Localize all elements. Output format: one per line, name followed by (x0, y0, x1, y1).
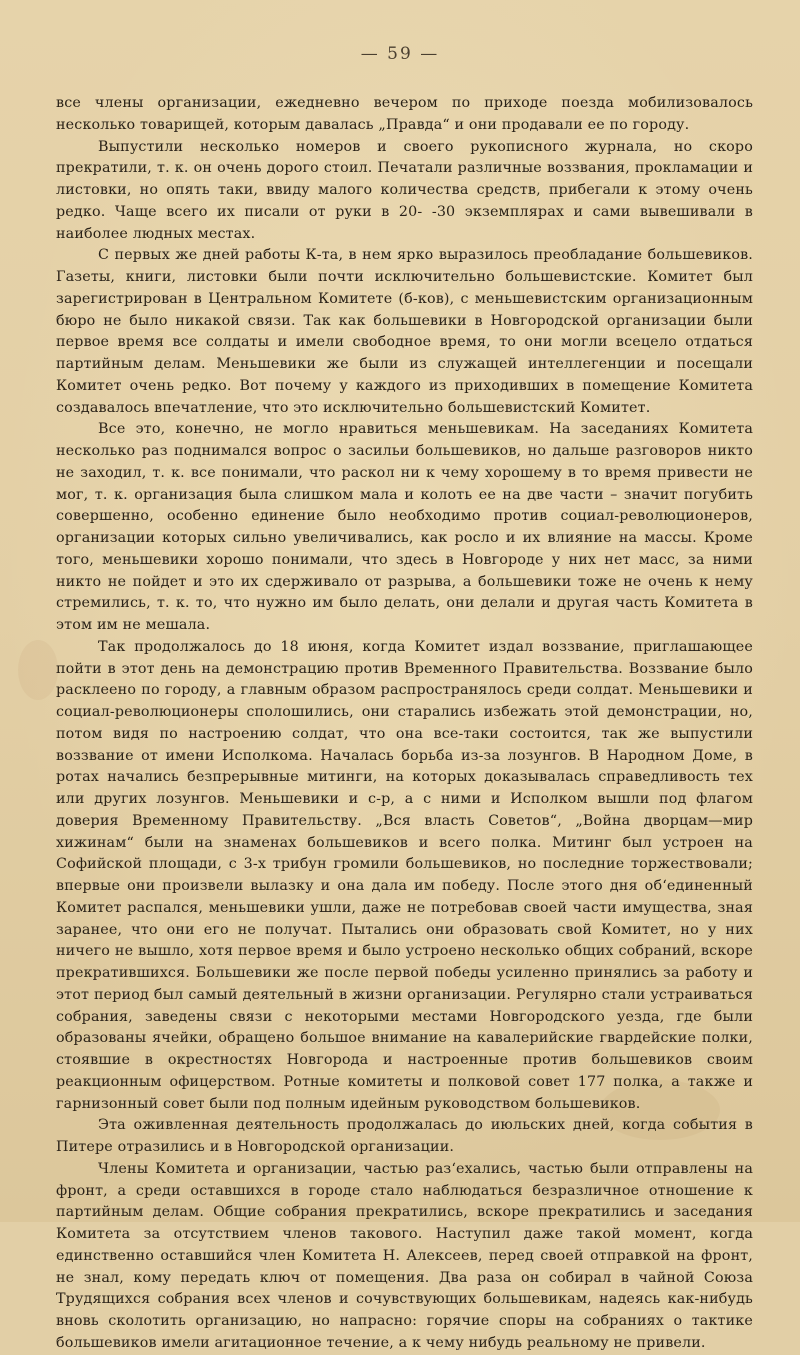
body-text (56, 93, 753, 1355)
paragraph: Члены Комитета и организации, частью раз‘ехались, частью были отправлены на фронт, а среди оставшихся в городе стало наблюдаться безразличное отношение к партийным делам. Общие собрания прекратились, вскоре прекратились и заседания Комитета за отсутствием членов такового. Наступил даже такой момент, когда единственно оставшийся член Комитета Н. Алексеев, перед своей отправкой на фронт, не знал, кому передать ключ от помещения. Два раза он собирал в чайной Союза Трудящихся собрания всех членов и сочувствующих большевикам, надеясь как-нибудь вновь сколотить организацию, но напрасно: горячие споры на собраниях о тактике большевиков имели агитационное течение, а к чему нибудь реальному не привели. (56, 1160, 753, 1351)
paragraph: Так продолжалось до 18 июня, когда Комитет издал воззвание, приглашающее пойти в этот день на демонстрацию против Временного Правительства. Воззвание было расклеено по городу, а главным образом распространялось среди солдат. Меньшевики и социал-революционеры сполошились, они старались избежать этой демонстрации, но, потом видя по настроению солдат, что она все-таки состоится, так же выпустили воззвание от имени Исполкома. Началась борьба из-за лозунгов. В Народном Доме, в ротах начались безпрерывные митинги, на которых доказывалась справедливость тех или других лозунгов. Меньшевики и с-р, а с ними и Исполком вышли под флагом доверия Временному Правительству. „Вся власть Советов“, „Война дворцам—мир хижинам“ были на знаменах большевиков и всего полка. Митинг был устроен на Софийской площади, с 3-х трибун громили большевиков, но последние торжествовали; впервые они произвели вылазку и она дала им победу. После этого дня об‘единенный Комитет распался, меньшевики ушли, даже не потребовав своей части имущества, зная заранее, что они его не получат. Пытались они образовать свой Комитет, но у них ничего не вышло, хотя первое время и было устроено несколько общих собраний, вскоре прекратившихся. Большевики же после первой победы усиленно принялись за работу и этот период был самый деятельный в жизни организации. Регулярно стали устраиваться собрания, заведены связи с некоторыми местами Новгородского уезда, где были образованы ячейки, обращено большое внимание на кавалерийские гвардейские полки, стоявшие в окрестностях Новгорода и настроенные против большевиков своим реакционным офицерством. Ротные комитеты и полковой совет 177 полка, а также и гарнизонный совет были под полным идейным руководством большевиков. (56, 638, 753, 1112)
paragraph: С первых же дней работы К-та, в нем ярко выразилось преобладание большевиков. Газеты, книги, листовки были почти исключительно большевистские. Комитет был зарегистрирован в Центральном Комитете (б-ков), с меньшевистским организационным бюро не было никакой связи. Так как большевики в Новгородской организации были первое время все солдаты и имели свободное время, то они могли всецело отдаться партийным делам. Меньшевики же были из служащей интеллегенции и посещали Комитет очень редко. Вот почему у каждого из приходивших в помещение Комитета создавалось впечатление, что это исключительно большевистский Комитет. (56, 247, 753, 416)
paper-stain (18, 640, 58, 700)
paragraph: все члены организации, ежедневно вечером по приходе поезда мобилизовалось несколько товарищей, которым давалась „Правда“ и они продавали ее по городу. (56, 95, 753, 133)
paragraph: Выпустили несколько номеров и своего рукописного журнала, но скоро прекратили, т. к. он очень дорого стоил. Печатали различные воззвания, прокламации и листовки, но опять таки, ввиду малого количества средств, прибегали к этому очень редко. Чаще всего их писали от руки в 20- -30 экземплярах и сами вывешивали в наиболее людных местах. (56, 138, 753, 242)
paragraph: Эта оживленная деятельность продолжалась до июльских дней, когда события в Питере отразились и в Новгородской организации. (56, 1117, 753, 1155)
paragraph: Все это, конечно, не могло нравиться меньшевикам. На заседаниях Комитета несколько раз поднимался вопрос о засильи большевиков, но дальше разговоров никто не заходил, т. к. все понимали, что раскол ни к чему хорошему в то время привести не мог, т. к. организация была слишком мала и колоть ее на две части – значит погубить совершенно, особенно единение было необходимо против социал-революционеров, организации которых сильно увеличивались, как росло и их влияние на массы. Кроме того, меньшевики хорошо понимали, что здесь в Новгороде у них нет масс, за ними никто не пойдет и это их сдерживало от разрыва, а большевики тоже не очень к нему стремились, т. к. то, что нужно им было делать, они делали и другая часть Комитета в этом им не мешала. (56, 421, 753, 633)
page-number: — 59 — (360, 44, 440, 64)
